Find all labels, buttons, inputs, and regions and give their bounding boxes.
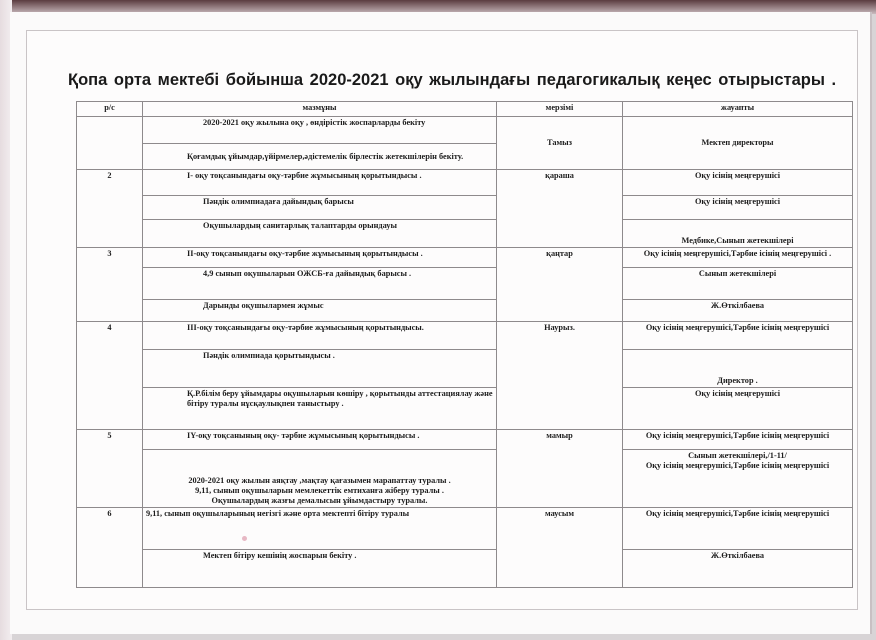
row-item: Қ.Р.білім беру ұйымдары оқушыларын көшіру , қорытынды аттестациялау және бітіру туралы нұсқаулықпен таныстыру . bbox=[143, 388, 497, 430]
row-num: 3 bbox=[77, 248, 143, 322]
ink-spot bbox=[242, 536, 247, 541]
row-item: I- оқу тоқсанындағы оқу-тәрбие жұмысының қорытындысы . bbox=[143, 170, 497, 196]
row-responsible: Оқу ісінің меңгерушісі,Тәрбие ісінің меңгерушісі bbox=[623, 430, 853, 450]
row-responsible: Оқу ісінің меңгерушісі,Тәрбие ісінің меңгерушісі bbox=[623, 322, 853, 350]
table-row bbox=[77, 388, 853, 430]
header-num: р/с bbox=[77, 102, 143, 117]
row-num bbox=[77, 117, 143, 170]
header-date: мерзімі bbox=[497, 102, 623, 117]
row-responsible: Сынып жетекшілері bbox=[623, 268, 853, 300]
page-title: Қопа орта мектебі бойынша 2020-2021 оқу жылындағы педагогикалық кеңес отырыстары . bbox=[68, 71, 837, 89]
row-date: мамыр bbox=[497, 430, 623, 508]
row-date: Наурыз. bbox=[497, 322, 623, 430]
row-item: IY-оқу тоқсанының оқу- тәрбие жұмысының қорытындысы . bbox=[143, 430, 497, 450]
council-schedule-table bbox=[76, 101, 853, 588]
row-date: Тамыз bbox=[497, 117, 623, 170]
row-num: 4 bbox=[77, 322, 143, 430]
row-item: Пәндік олимпиада қорытындысы . bbox=[143, 350, 497, 388]
row-item: Пәндік олимпиадаға дайындық барысы bbox=[143, 196, 497, 220]
row-num: 2 bbox=[77, 170, 143, 248]
table-row bbox=[77, 268, 853, 300]
table-row bbox=[77, 550, 853, 588]
row-responsible: Сынып жетекшілері,/1-11/ Оқу ісінің меңгерушісі,Тәрбие ісінің меңгерушісі bbox=[623, 450, 853, 508]
row-responsible: Ж.Өткілбаева bbox=[623, 550, 853, 588]
row-responsible: Мектеп директоры bbox=[623, 117, 853, 170]
row-num: 5 bbox=[77, 430, 143, 508]
header-responsible: жауапты bbox=[623, 102, 853, 117]
row-responsible: Оқу ісінің меңгерушісі,Тәрбие ісінің меңгерушісі . bbox=[623, 248, 853, 268]
table-row bbox=[77, 350, 853, 388]
table-row bbox=[77, 450, 853, 508]
row-item: 9,11, сынып оқушыларының негізгі және орта мектепті бітіру туралы bbox=[143, 508, 497, 550]
table-row bbox=[77, 322, 853, 350]
row-responsible: Оқу ісінің меңгерушісі,Тәрбие ісінің меңгерушісі bbox=[623, 508, 853, 550]
table-row bbox=[77, 196, 853, 220]
row-responsible: Оқу ісінің меңгерушісі bbox=[623, 170, 853, 196]
row-item: 2020-2021 оқу жылына оқу , өндірістік жоспарларды бекіту bbox=[143, 117, 497, 144]
row-item: 2020-2021 оқу жылын аяқтау ,мақтау қағазымен марапаттау туралы . 9,11, сынып оқушыларын мемлекеттік емтиханға жіберу туралы . Оқушылардың жазғы демалысын ұйымдастыру туралы. bbox=[143, 450, 497, 508]
table-header-row bbox=[77, 102, 853, 117]
table-row bbox=[77, 170, 853, 196]
table-row bbox=[77, 117, 853, 144]
row-item: III-оқу тоқсанындағы оқу-тәрбие жұмысының қорытындысы. bbox=[143, 322, 497, 350]
row-responsible: Ж.Өткілбаева bbox=[623, 300, 853, 322]
table-row bbox=[77, 508, 853, 550]
row-responsible: Оқу ісінің меңгерушісі bbox=[623, 388, 853, 430]
row-num: 6 bbox=[77, 508, 143, 588]
row-date: маусым bbox=[497, 508, 623, 588]
row-date: қаңтар bbox=[497, 248, 623, 322]
header-content: мазмұны bbox=[143, 102, 497, 117]
row-item: Оқушылардың санитарлық талаптарды орындауы bbox=[143, 220, 497, 248]
table-row bbox=[77, 430, 853, 450]
table-row bbox=[77, 300, 853, 322]
table-row bbox=[77, 248, 853, 268]
row-date: қараша bbox=[497, 170, 623, 248]
row-item: Қоғамдық ұйымдар,үйірмелер,әдістемелік бірлестік жетекшілерін бекіту. bbox=[143, 144, 497, 170]
row-responsible: Директор . bbox=[623, 350, 853, 388]
row-item: II-оқу тоқсанындағы оқу-тәрбие жұмысының қорытындысы . bbox=[143, 248, 497, 268]
row-responsible: Оқу ісінің меңгерушісі bbox=[623, 196, 853, 220]
row-item: 4,9 сынып оқушыларын ОЖСБ-ға дайындық барысы . bbox=[143, 268, 497, 300]
table-row bbox=[77, 220, 853, 248]
row-item: Мектеп бітіру кешінің жоспарын бекіту . bbox=[143, 550, 497, 588]
row-responsible: Медбике,Сынып жетекшілері bbox=[623, 220, 853, 248]
row-item: Дарынды оқушылармен жұмыс bbox=[143, 300, 497, 322]
